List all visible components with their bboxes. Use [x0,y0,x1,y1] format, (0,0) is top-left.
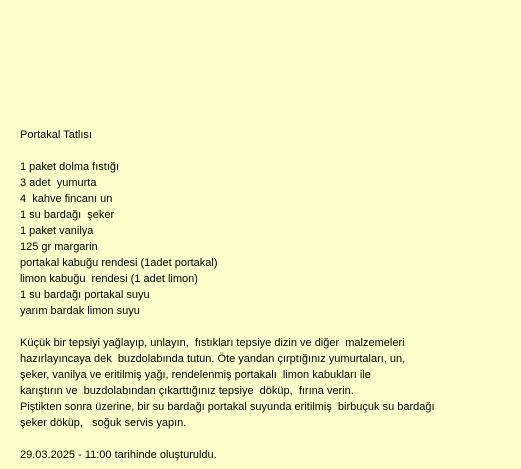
instruction-line: Piştikten sonra üzerine, bir su bardağı portakal suyunda eritilmiş birbuçuk su bardağı [20,401,435,413]
ingredient-item: 1 paket dolma fıstığı [20,161,120,173]
instruction-line: şeker, vanilya ve eritilmiş yağı, rendelenmiş portakalı limon kabukları ile [20,369,371,381]
note-content [20,127,515,463]
instructions-paragraph [20,335,515,431]
instruction-line: şeker döküp, soğuk servis yapın. [20,417,187,429]
ingredient-item: 1 paket vanilya [20,225,94,237]
ingredient-item: limon kabuğu rendesi (1 adet limon) [20,273,198,285]
note-title: Portakal Tatlısı [20,129,92,141]
created-timestamp: 29.03.2025 - 11:00 tarihinde oluşturuldu. [20,449,217,461]
instruction-line: hazırlayıncaya dek buzdolabında tutun. Öte yandan çırptığınız yumurtaları, un, [20,353,406,365]
ingredient-item: 1 su bardağı şeker [20,209,115,221]
ingredient-item: portakal kabuğu rendesi (1adet portakal) [20,257,218,269]
ingredient-item: yarım bardak limon suyu [20,305,140,317]
ingredient-list [20,159,515,319]
blank-line [20,143,515,159]
ingredient-item: 125 gr margarin [20,241,98,253]
ingredient-item: 1 su bardağı portakal suyu [20,289,150,301]
blank-line [20,431,515,447]
blank-line [20,319,515,335]
instruction-line: karıştırın ve buzdolabından çıkarttığınız tepsiye döküp, fırına verin. [20,385,354,397]
ingredient-item: 4 kahve fincanı un [20,193,113,205]
instruction-line: Küçük bir tepsiyi yağlayıp, unlayın, fıstıkları tepsiye dizin ve diğer malzemeleri [20,337,405,349]
ingredient-item: 3 adet yumurta [20,177,97,189]
